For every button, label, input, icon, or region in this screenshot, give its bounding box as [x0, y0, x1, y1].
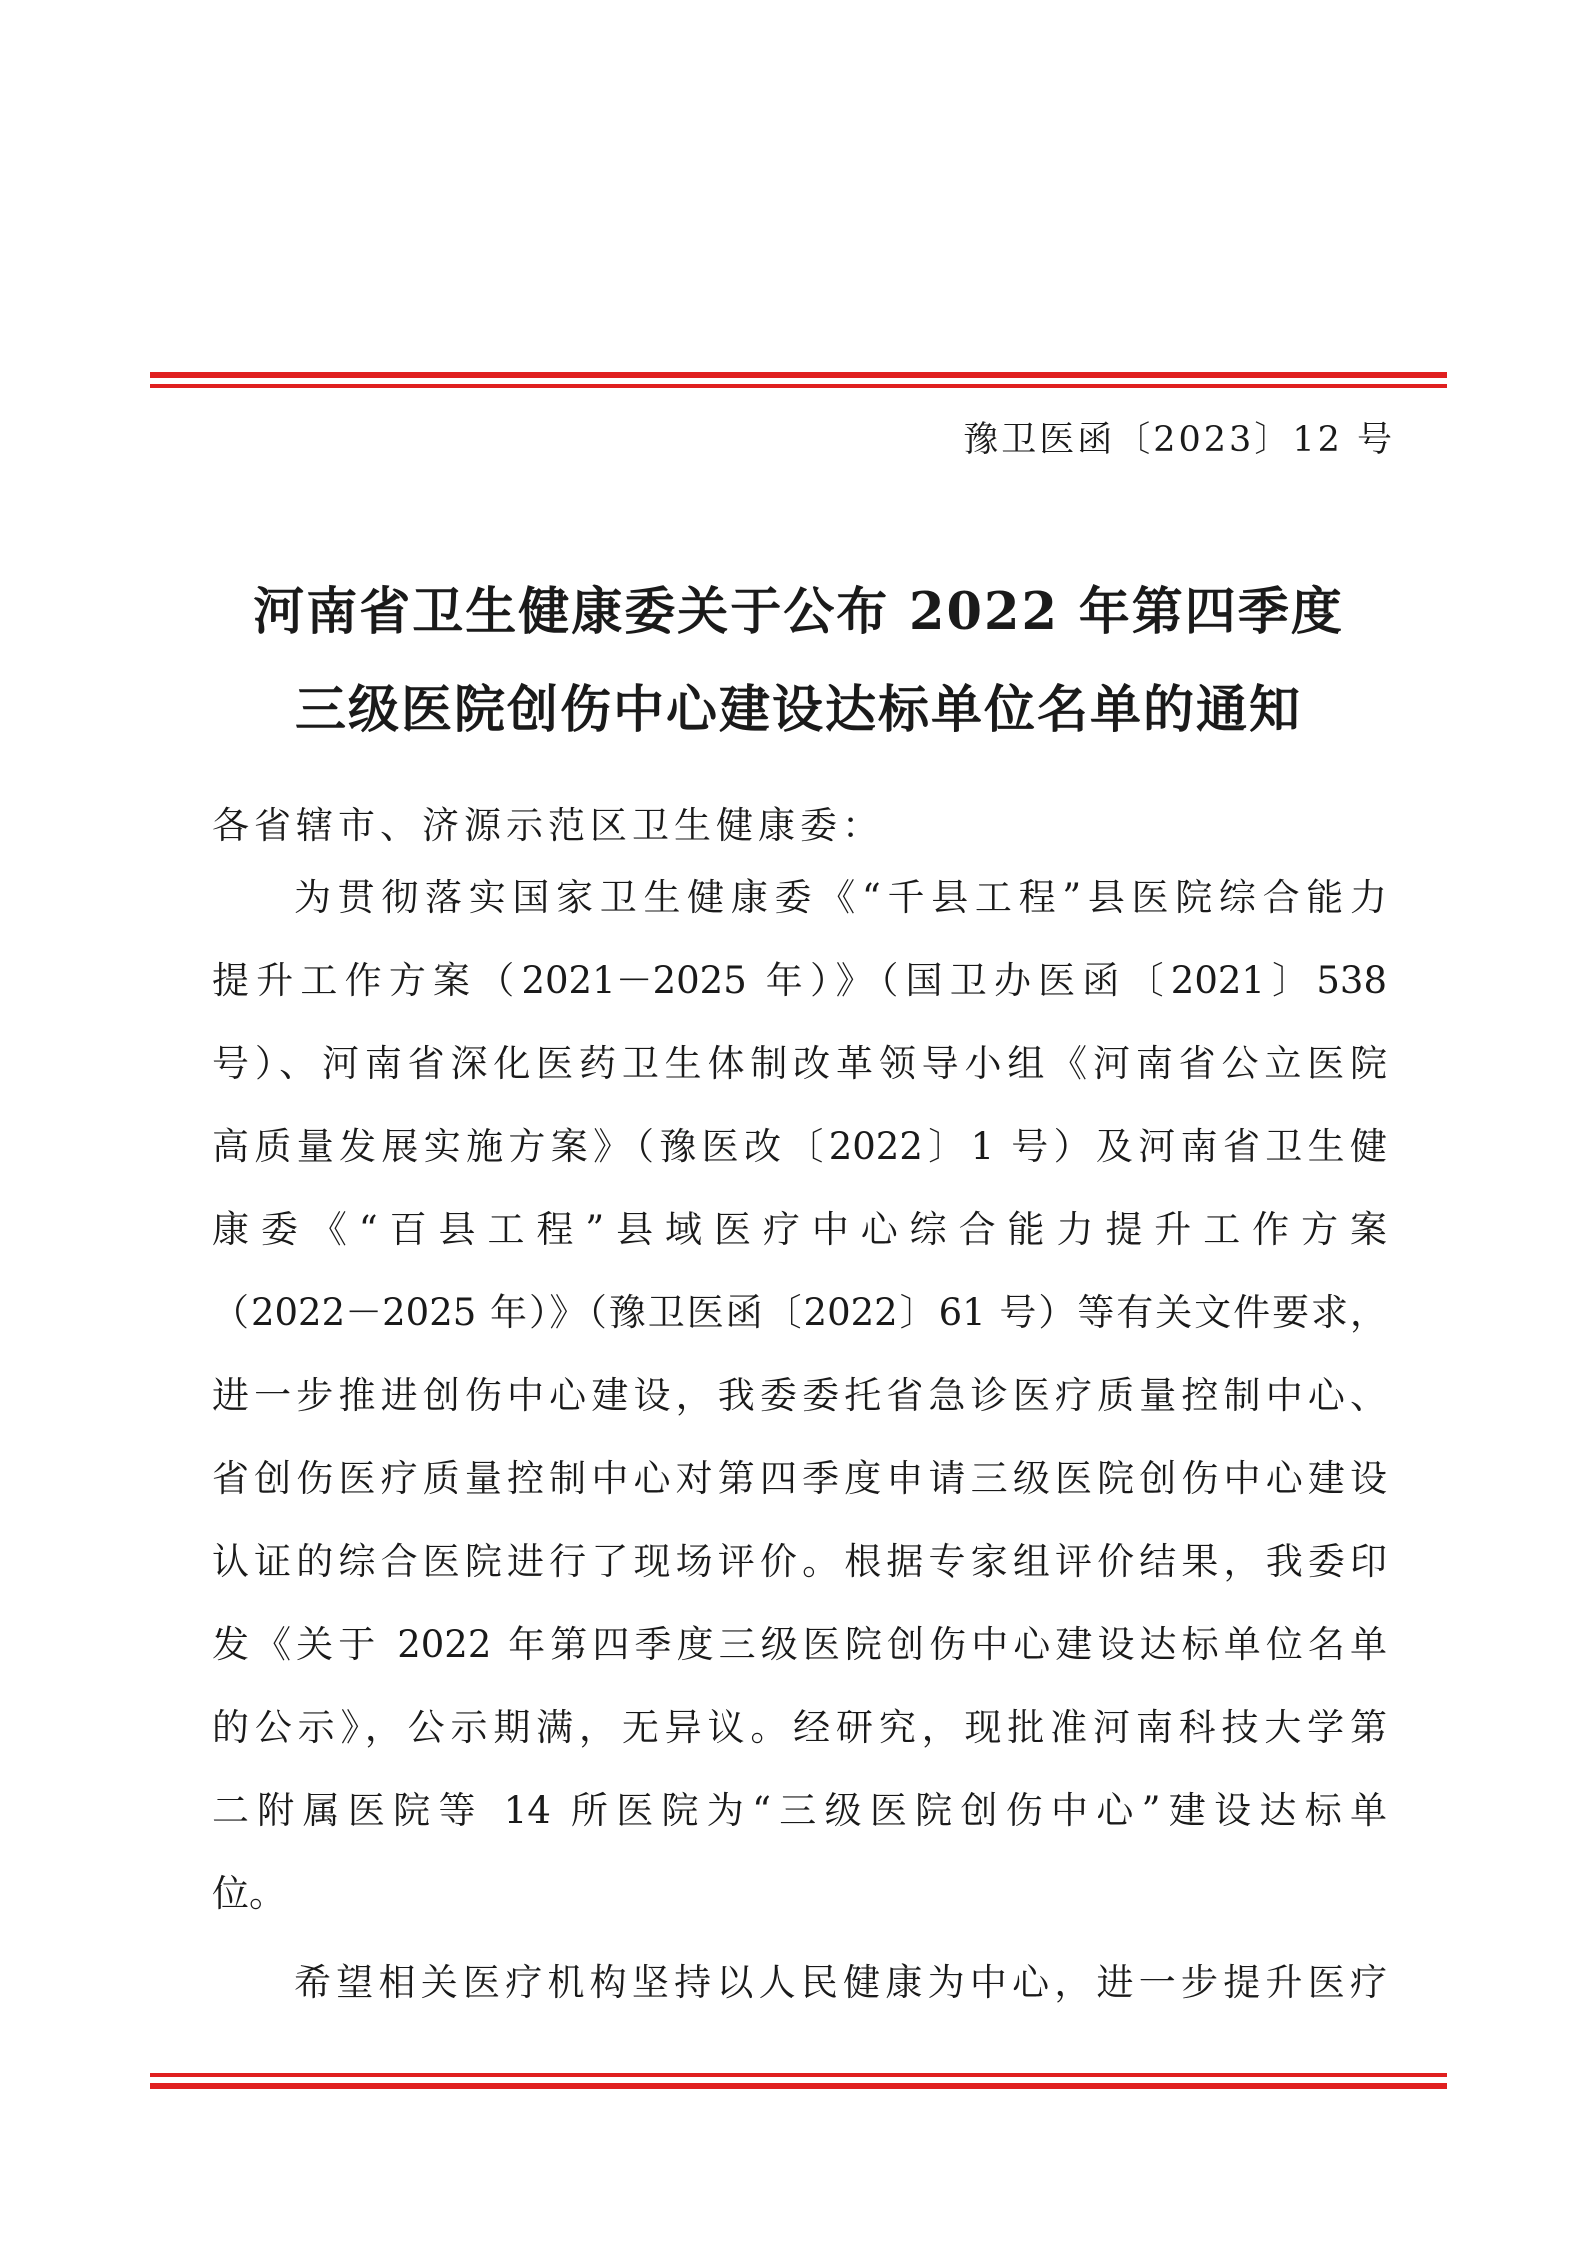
- document-title-line-2: 三级医院创伤中心建设达标单位名单的通知: [294, 680, 1302, 740]
- body-line: 的公示》，公示期满，无异议。经研究，现批准河南科技大学第: [212, 1706, 1387, 1749]
- body-line: 省创伤医疗质量控制中心对第四季度申请三级医院创伤中心建设: [212, 1457, 1387, 1500]
- document-number: 豫卫医函〔2023〕12 号: [963, 420, 1395, 460]
- body-line: 康委《“百县工程”县域医疗中心综合能力提升工作方案: [212, 1208, 1387, 1251]
- top-red-rule-thick: [150, 372, 1447, 378]
- body-line: 希望相关医疗机构坚持以人民健康为中心，进一步提升医疗: [294, 1961, 1387, 2004]
- body-line: 号）、河南省深化医药卫生体制改革领导小组《河南省公立医院: [212, 1042, 1387, 1085]
- body-line: （2022－2025 年）》（豫卫医函〔2022〕61 号）等有关文件要求，: [212, 1291, 1387, 1334]
- body-line: 认证的综合医院进行了现场评价。根据专家组评价结果，我委印: [212, 1540, 1387, 1583]
- body-line: 高质量发展实施方案》（豫医改〔2022〕1 号）及河南省卫生健: [212, 1125, 1387, 1168]
- body-line: 提升工作方案（2021－2025 年）》（国卫办医函〔2021〕538: [212, 959, 1387, 1002]
- top-red-rule-thin: [150, 384, 1447, 388]
- body-line: 二附属医院等 14 所医院为“三级医院创伤中心”建设达标单: [212, 1789, 1387, 1832]
- bottom-red-rule-thick: [150, 2083, 1447, 2089]
- body-line: 为贯彻落实国家卫生健康委《“千县工程”县医院综合能力: [294, 876, 1387, 919]
- body-line: 进一步推进创伤中心建设，我委委托省急诊医疗质量控制中心、: [212, 1374, 1387, 1417]
- body-line: 发《关于 2022 年第四季度三级医院创伤中心建设达标单位名单: [212, 1623, 1387, 1666]
- bottom-red-rule-thin: [150, 2073, 1447, 2077]
- body-line: 位。: [212, 1872, 286, 1915]
- salutation: 各省辖市、济源示范区卫生健康委：: [212, 804, 884, 847]
- document-title-line-1: 河南省卫生健康委关于公布 2022 年第四季度: [253, 582, 1344, 642]
